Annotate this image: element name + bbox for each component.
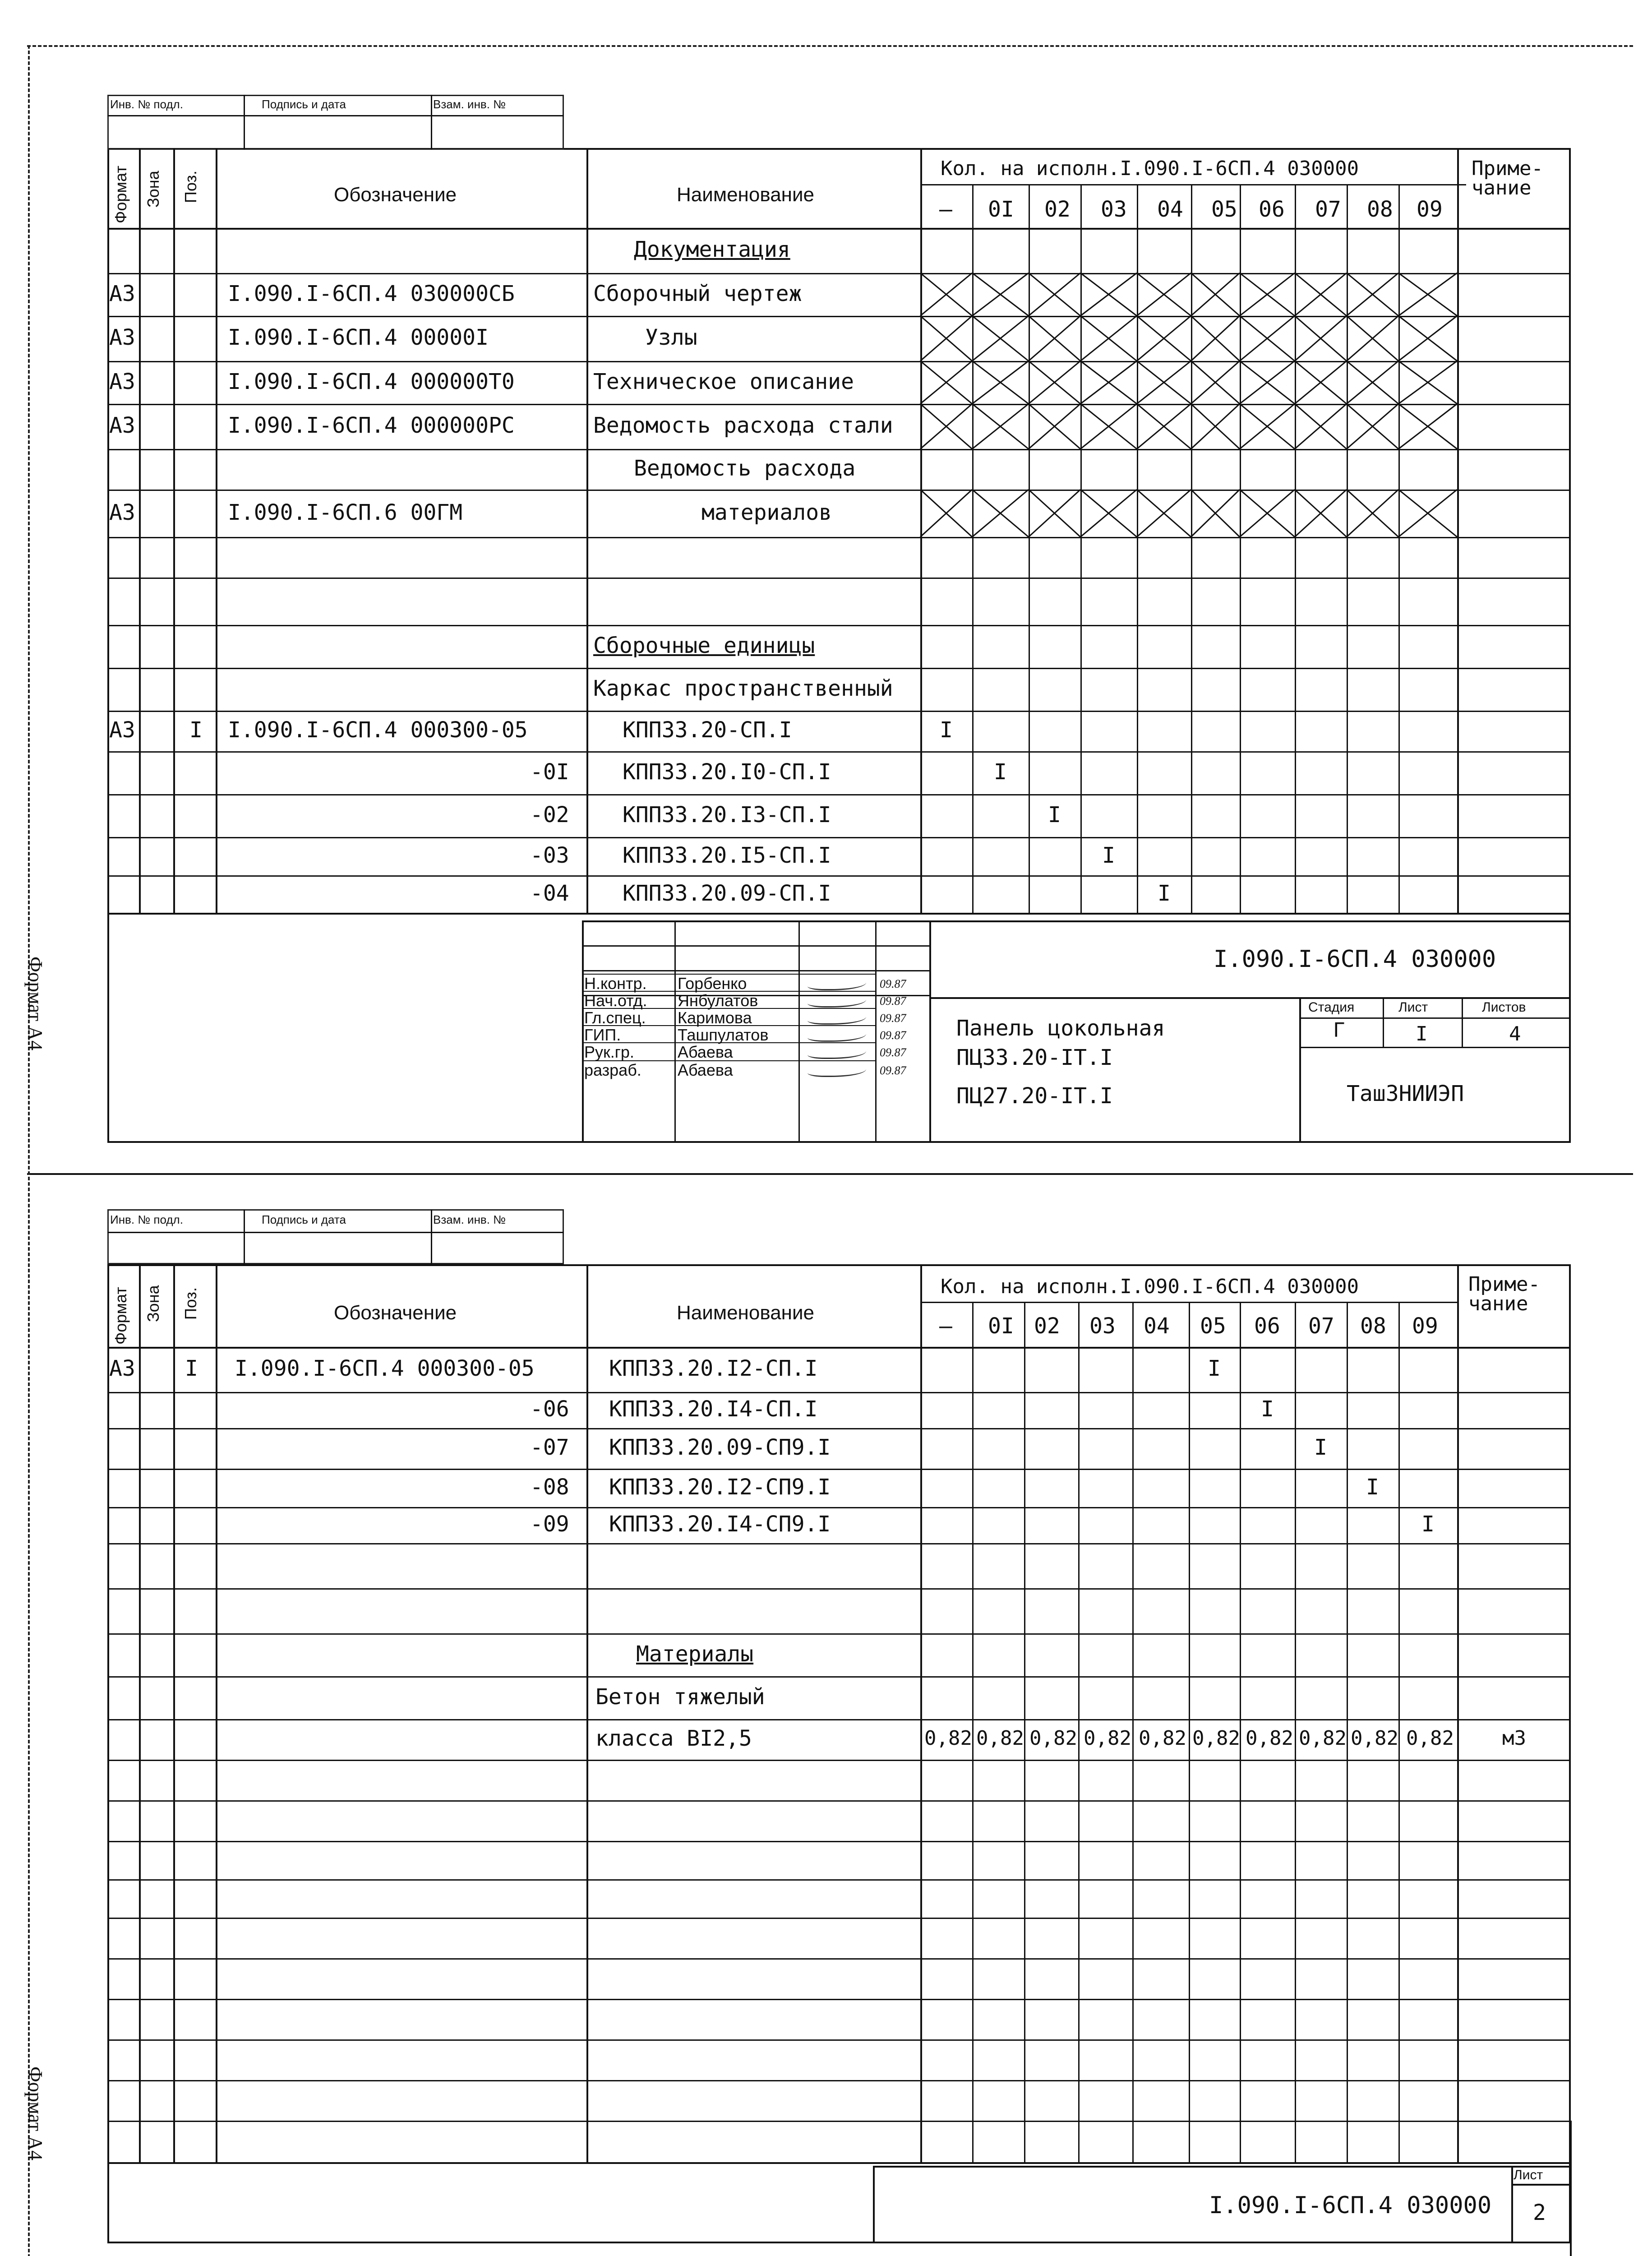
row-format: А3 — [109, 413, 135, 438]
role-title: Рук.гр. — [584, 1043, 634, 1061]
sheet-value: I — [1416, 1022, 1428, 1045]
row-line — [107, 1588, 1571, 1590]
hdr-prim1-2: Приме- — [1468, 1273, 1540, 1296]
quantity-cell: I — [1366, 1475, 1379, 1500]
row-format: А3 — [109, 1356, 135, 1381]
role-person: Горбенко — [678, 974, 747, 993]
concrete-qty: 0,82 — [1351, 1727, 1398, 1750]
row-name: КПП33.20.I2-СП.I — [609, 1356, 818, 1381]
role-date: 09.87 — [880, 1046, 906, 1059]
role-line — [582, 1060, 875, 1061]
concrete-qty: 0,82 — [1406, 1727, 1454, 1750]
row-line — [107, 1469, 1571, 1470]
row-name: КПП33.20-СП.I — [623, 717, 792, 743]
quantity-cell: I — [1208, 1356, 1221, 1381]
organization: ТашЗНИИЭП — [1347, 1081, 1464, 1106]
exec-col-hdr: 07 — [1315, 197, 1341, 222]
row-line — [107, 1999, 1571, 2000]
hdr-kol-1: Кол. на исполн.I.090.I-6СП.4 030000 — [941, 157, 1359, 180]
row-line — [107, 1800, 1571, 1802]
role-person: Абаева — [678, 1061, 733, 1079]
row-name: Сборочные единицы — [593, 633, 815, 658]
row-designation: -0I — [530, 759, 569, 785]
footer-sheet: 2 — [1533, 2200, 1546, 2225]
role-title: разраб. — [584, 1061, 641, 1079]
row-line — [107, 1507, 1571, 1508]
row-line — [107, 1676, 1571, 1678]
hdr-format-2: Формат — [111, 1287, 130, 1345]
row-line — [107, 1918, 1571, 1919]
stamp-podpis-2: Подпись и дата — [262, 1213, 346, 1226]
row-name: КПП33.20.I4-СП.I — [609, 1396, 818, 1422]
exec-col-hdr: 05 — [1211, 197, 1237, 222]
exec-col-hdr: 08 — [1360, 1313, 1386, 1339]
concrete-qty: 0,82 — [1139, 1727, 1186, 1750]
hdr-zona-2: Зона — [144, 1285, 162, 1322]
row-designation: -06 — [530, 1396, 569, 1422]
row-designation: -07 — [530, 1435, 569, 1460]
hdr-format-1: Формат — [111, 166, 130, 223]
row-name: КПП33.20.09-СП.I — [623, 881, 831, 906]
sheet-2-frame — [107, 1264, 1571, 2243]
quantity-cell: I — [1314, 1435, 1327, 1460]
exec-col-hdr: 09 — [1412, 1313, 1438, 1339]
row-format: А3 — [109, 325, 135, 350]
row-designation: I.090.I-6СП.4 000300-05 — [228, 717, 528, 743]
quantity-cell: I — [994, 759, 1007, 785]
row-pos: I — [185, 1356, 198, 1381]
exec-col-hdr: 03 — [1089, 1313, 1116, 1339]
exec-col-hdr: 08 — [1367, 197, 1393, 222]
row-designation: -09 — [530, 1512, 569, 1537]
row-name: КПП33.20.I2-СП9.I — [609, 1475, 831, 1500]
row-designation: -03 — [530, 843, 569, 868]
row-designation: I.090.I-6СП.4 000000Т0 — [228, 369, 515, 394]
row-name: Узлы — [645, 325, 697, 350]
exec-col-hdr: – — [939, 1313, 952, 1339]
quantity-cell: I — [1048, 802, 1061, 828]
hdr-poz-1: Поз. — [181, 171, 200, 203]
row-designation: I.090.I-6СП.4 000300-05 — [235, 1356, 535, 1381]
row-designation: I.090.I-6СП.6 00ГМ — [228, 500, 463, 525]
hdr-poz-2: Поз. — [181, 1287, 200, 1320]
quantity-cell: I — [1158, 881, 1171, 906]
role-title: Н.контр. — [584, 974, 647, 993]
row-name: КПП33.20.09-СП9.I — [609, 1435, 831, 1460]
concrete-qty: 0,82 — [976, 1727, 1024, 1750]
row-name: материалов — [701, 500, 832, 525]
quantity-cell: I — [1421, 1512, 1435, 1537]
row-designation: I.090.I-6СП.4 00000I — [228, 325, 489, 350]
row-name: класса BI2,5 — [595, 1726, 752, 1751]
quantity-cell: I — [1261, 1396, 1274, 1422]
role-person: Каримова — [678, 1008, 752, 1027]
stamp-inv-podl: Инв. № подл. — [110, 97, 183, 111]
stamp-podpis: Подпись и дата — [262, 97, 346, 111]
row-line — [107, 1879, 1571, 1881]
hdr-prim2-1: чание — [1472, 176, 1532, 199]
exec-col-hdr: – — [939, 197, 952, 222]
exec-col-hdr: 06 — [1259, 197, 1285, 222]
row-name: КПП33.20.I5-СП.I — [623, 843, 831, 868]
stamp-vzam-2: Взам. инв. № — [433, 1213, 506, 1226]
row-line — [107, 1958, 1571, 1960]
role-title: Нач.отд. — [584, 991, 647, 1010]
role-date: 09.87 — [880, 1029, 906, 1042]
row-name: Каркас пространственный — [593, 676, 893, 701]
format-label-2: Формат А4 — [24, 2066, 46, 2161]
row-name: Материалы — [636, 1641, 754, 1667]
role-date: 09.87 — [880, 1012, 906, 1025]
concrete-qty: 0,82 — [1029, 1727, 1077, 1750]
exec-col-hdr: 04 — [1157, 197, 1183, 222]
hdr-zona-1: Зона — [144, 171, 162, 208]
sheets-label: Листов — [1482, 1000, 1526, 1015]
row-designation: -08 — [530, 1475, 569, 1500]
concrete-unit: м3 — [1502, 1727, 1526, 1750]
row-line — [107, 1719, 1571, 1720]
stage-label: Стадия — [1308, 1000, 1355, 1015]
role-line — [582, 1025, 875, 1026]
hdr-prim1-1: Приме- — [1472, 157, 1543, 180]
exec-col-hdr: 03 — [1101, 197, 1127, 222]
row-line — [107, 2080, 1571, 2081]
stage-value: Г — [1333, 1019, 1345, 1042]
role-person: Ташпулатов — [678, 1026, 769, 1044]
row-line — [107, 1428, 1571, 1429]
sheet-label: Лист — [1398, 1000, 1428, 1015]
stamp-vzam: Взам. инв. № — [433, 97, 506, 111]
exec-col-hdr: 05 — [1200, 1313, 1226, 1339]
quantity-cell: I — [1102, 843, 1115, 868]
row-name: Бетон тяжелый — [595, 1684, 765, 1710]
row-format: А3 — [109, 369, 135, 394]
format-label-1: Формат А4 — [24, 957, 46, 1051]
row-name: КПП33.20.I4-СП9.I — [609, 1512, 831, 1537]
role-title: ГИП. — [584, 1026, 621, 1044]
row-line — [107, 1633, 1571, 1635]
hdr-oboznachenie-1: Обозначение — [334, 184, 457, 206]
row-line — [107, 1760, 1571, 1761]
row-name: Техническое описание — [593, 369, 854, 394]
exec-col-hdr: 0I — [988, 197, 1014, 222]
footer-designation: I.090.I-6СП.4 030000 — [1209, 2192, 1492, 2219]
role-date: 09.87 — [880, 977, 906, 990]
row-name: Ведомость расхода стали — [593, 413, 893, 438]
row-format: А3 — [109, 500, 135, 525]
row-format: А3 — [109, 281, 135, 306]
row-designation: I.090.I-6СП.4 030000СБ — [228, 281, 515, 306]
exec-col-hdr: 02 — [1044, 197, 1071, 222]
concrete-qty: 0,82 — [1299, 1727, 1347, 1750]
row-designation: -04 — [530, 881, 569, 906]
row-line — [107, 1392, 1571, 1393]
quantity-cell: I — [940, 717, 953, 743]
row-format: А3 — [109, 717, 135, 743]
role-person: Янбулатов — [678, 991, 758, 1010]
hdr-naimenovanie-2: Наименование — [677, 1302, 815, 1324]
row-name: Сборочный чертеж — [593, 281, 802, 306]
exec-col-hdr: 07 — [1308, 1313, 1334, 1339]
concrete-qty: 0,82 — [924, 1727, 972, 1750]
exec-col-hdr: 02 — [1034, 1313, 1060, 1339]
stamp-inv-podl-2: Инв. № подл. — [110, 1213, 183, 1226]
row-name: Документация — [634, 237, 790, 262]
hdr-prim2-2: чание — [1468, 1292, 1528, 1315]
role-person: Абаева — [678, 1043, 733, 1061]
concrete-qty: 0,82 — [1084, 1727, 1131, 1750]
product-name-2: ПЦ33.20-IТ.I — [956, 1045, 1113, 1070]
footer-sheet-label: Лист — [1514, 2168, 1543, 2182]
concrete-qty: 0,82 — [1246, 1727, 1293, 1750]
hdr-naimenovanie-1: Наименование — [677, 184, 815, 206]
row-line — [107, 2121, 1571, 2122]
exec-col-hdr: 09 — [1417, 197, 1443, 222]
row-pos: I — [189, 717, 203, 743]
row-name: КПП33.20.I3-СП.I — [623, 802, 831, 828]
exec-col-hdr: 06 — [1254, 1313, 1280, 1339]
row-line — [107, 2039, 1571, 2041]
product-name-3: ПЦ27.20-IТ.I — [956, 1083, 1113, 1109]
role-title: Гл.спец. — [584, 1008, 646, 1027]
role-date: 09.87 — [880, 994, 906, 1008]
product-name-1: Панель цокольная — [956, 1016, 1165, 1041]
title-designation-1: I.090.I-6СП.4 030000 — [1214, 946, 1496, 973]
row-line — [107, 1841, 1571, 1842]
role-line — [582, 974, 875, 975]
row-line — [107, 1543, 1571, 1544]
row-designation: -02 — [530, 802, 569, 828]
role-line — [582, 1042, 875, 1043]
role-line — [582, 991, 875, 992]
row-name: Ведомость расхода — [634, 456, 856, 481]
exec-col-hdr: 04 — [1144, 1313, 1170, 1339]
sheets-value: 4 — [1509, 1022, 1521, 1045]
role-line — [582, 1008, 875, 1009]
hdr-oboznachenie-2: Обозначение — [334, 1302, 457, 1324]
role-date: 09.87 — [880, 1064, 906, 1077]
row-designation: I.090.I-6СП.4 000000РС — [228, 413, 515, 438]
hdr-kol-2: Кол. на исполн.I.090.I-6СП.4 030000 — [941, 1275, 1359, 1298]
row-name: КПП33.20.I0-СП.I — [623, 759, 831, 785]
exec-col-hdr: 0I — [988, 1313, 1014, 1339]
concrete-qty: 0,82 — [1192, 1727, 1240, 1750]
